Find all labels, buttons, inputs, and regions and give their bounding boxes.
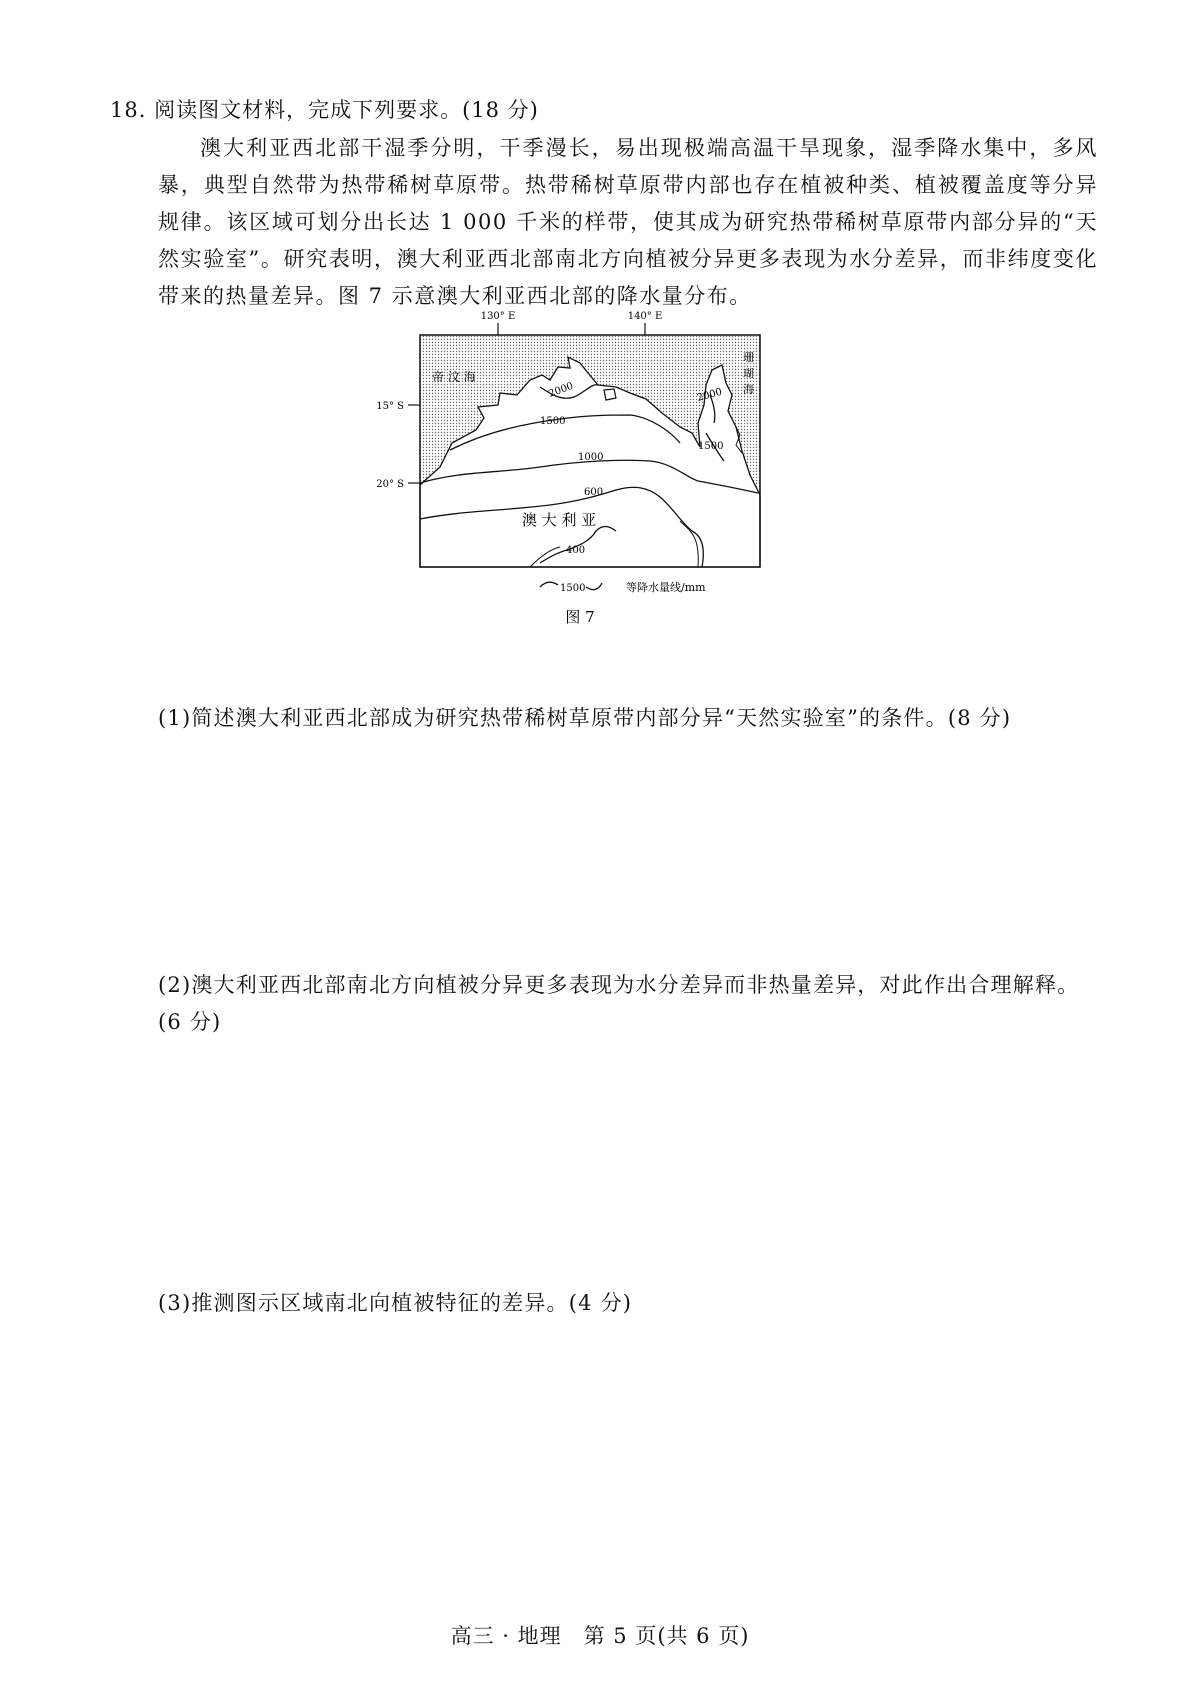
subquestion-2-text: (2)澳大利亚西北部南北方向植被分异更多表现为水分差异而非热量差异，对此作出合理解释。(6 分)	[158, 973, 1080, 1034]
subquestion-1	[158, 700, 1098, 737]
isohyet-label-2000-west: 2000	[547, 380, 575, 400]
subquestion-3-text: (3)推测图示区域南北向植被特征的差异。(4 分)	[158, 1291, 633, 1315]
passage	[158, 130, 1098, 315]
sea-label-coral-3: 海	[743, 383, 754, 396]
isohyet-label-1500-east: 1500	[698, 441, 724, 452]
isohyet-label-2000-east: 2000	[695, 386, 724, 404]
figure-caption: 图 7	[565, 608, 595, 626]
small-island	[604, 389, 616, 400]
isohyet-label-600: 600	[584, 487, 604, 498]
lat-label-15: 15° S	[376, 401, 404, 412]
lat-label-20: 20° S	[376, 479, 404, 490]
rainfall-map	[376, 311, 850, 665]
isohyet-label-1500-west: 1500	[540, 416, 566, 427]
legend-line-right	[586, 583, 602, 590]
land-label-australia: 澳 大 利 亚	[522, 511, 597, 529]
question-title: 18. 阅读图文材料，完成下列要求。(18 分)	[110, 98, 539, 122]
sea-label-coral-2: 瑚	[743, 367, 754, 380]
subquestion-1-text: (1)简述澳大利亚西北部成为研究热带稀树草原带内部分异“天然实验室”的条件。(8 分)	[158, 706, 1012, 730]
passage-text: 澳大利亚西北部干湿季分明，干季漫长，易出现极端高温干旱现象，湿季降水集中，多风暴，典型自然带为热带稀树草原带。热带稀树草原带内部也存在植被种类、植被覆盖度等分异规律。该区域可划分出长达 1 000 千米的样带，使其成为研究热带稀树草原带内部分异的“天然实验室”。研究表明，澳大利亚西北部南北方向植被分异更多表现为水分差异，而非纬度变化带来的热量差异。图 7 示意澳大利亚西北部的降水量分布。	[158, 136, 1098, 308]
legend-line-left	[540, 582, 558, 587]
isohyet-label-400: 400	[566, 545, 586, 556]
lon-label-140: 140° E	[627, 311, 663, 322]
figure-7-map	[376, 311, 850, 665]
legend-sample-value: 1500	[560, 583, 586, 594]
isohyet-label-1000: 1000	[578, 452, 604, 463]
subquestion-3	[158, 1285, 1098, 1322]
sea-label-timor: 帝 汶 海	[432, 370, 476, 384]
lon-label-130: 130° E	[480, 311, 516, 322]
legend-text: 等降水量线/mm	[626, 581, 706, 594]
subquestion-2	[158, 967, 1098, 1041]
sea-label-coral-1: 珊	[743, 351, 754, 364]
page-footer: 高三 · 地理 第 5 页(共 6 页)	[450, 1624, 750, 1648]
